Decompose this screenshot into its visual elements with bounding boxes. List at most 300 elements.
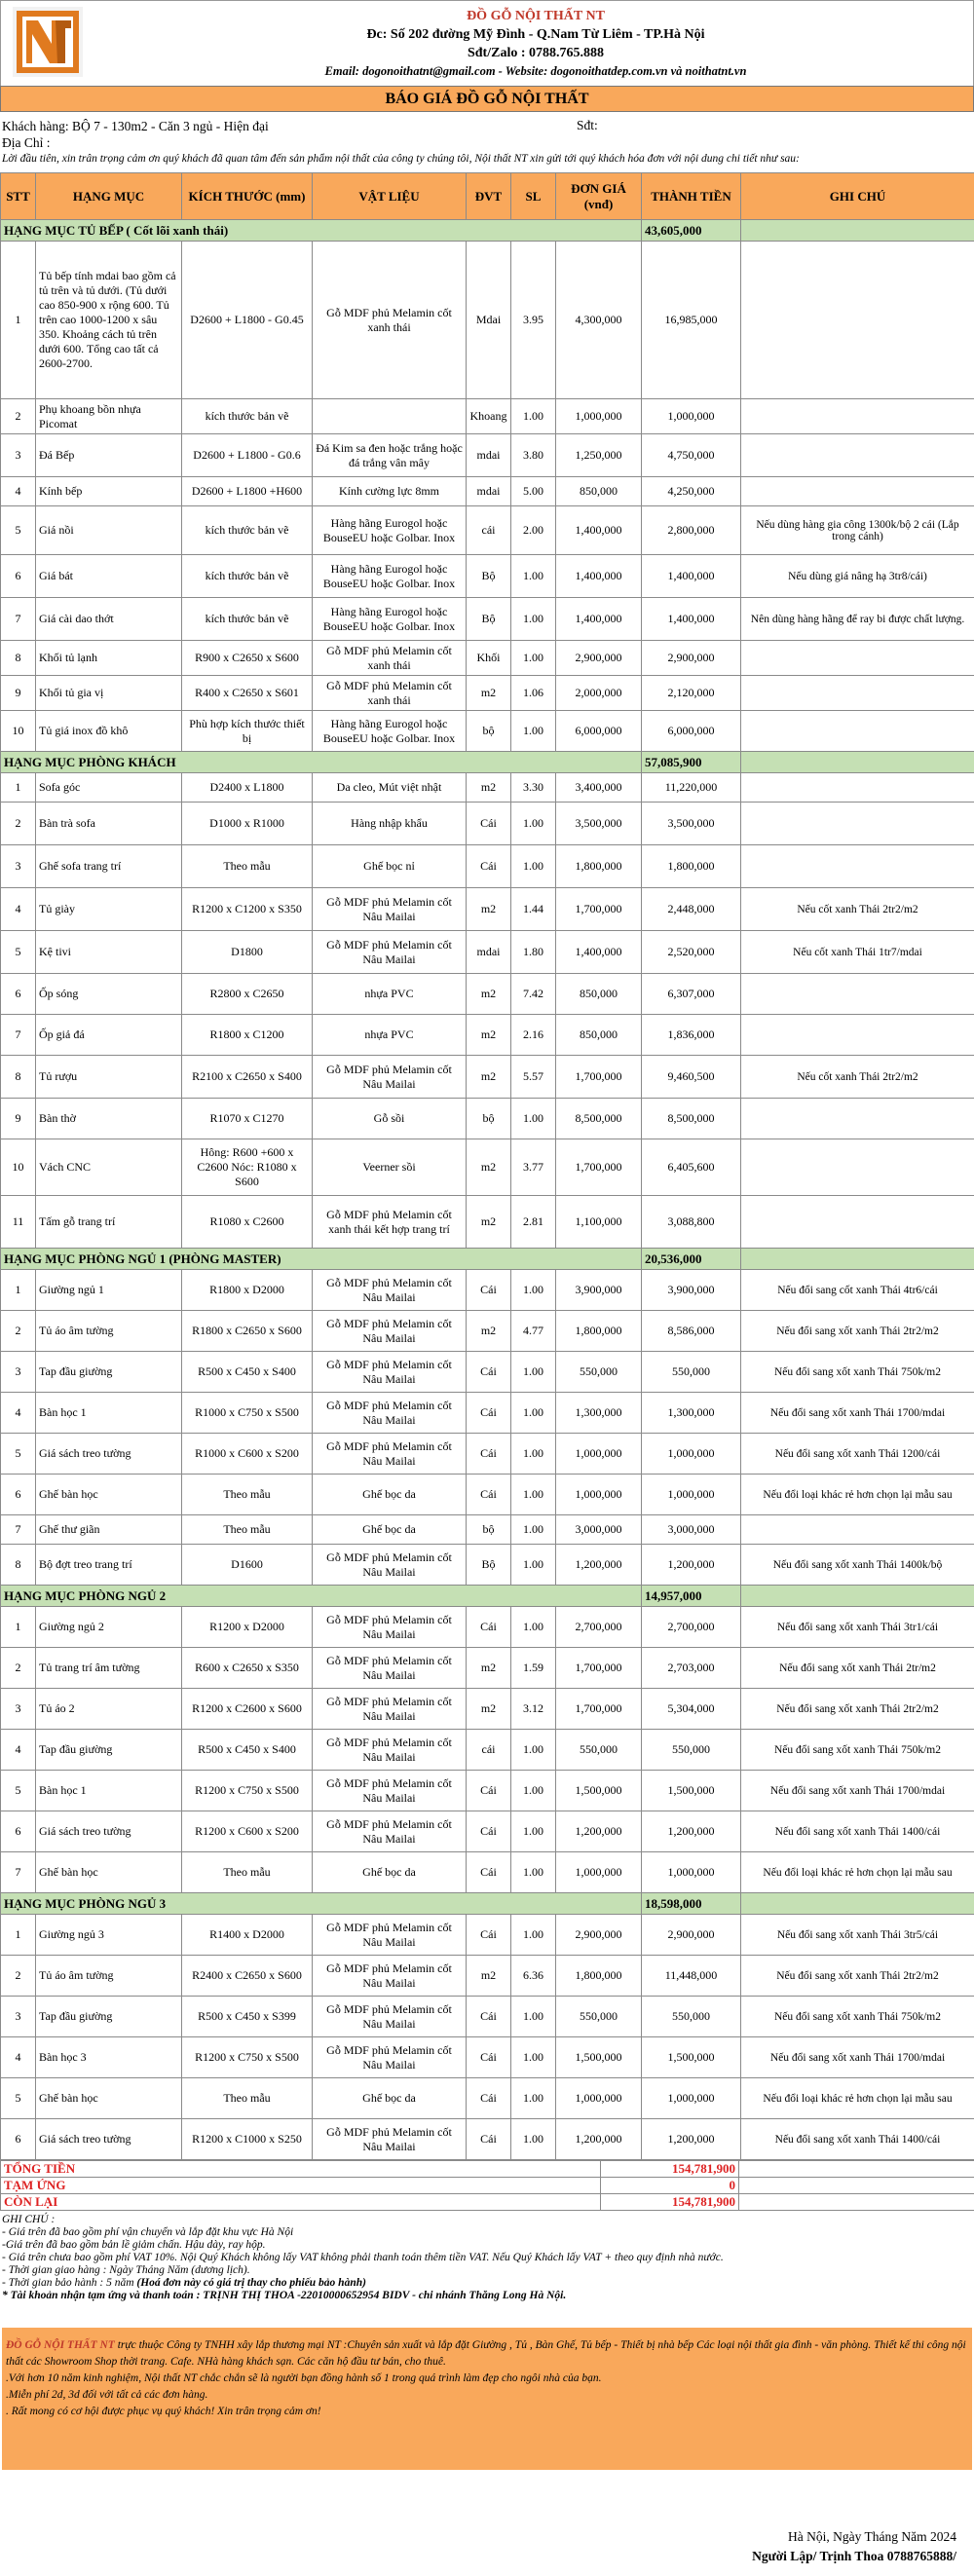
- row-unit: Cái: [467, 1771, 511, 1811]
- row-item: Tủ rượu: [36, 1056, 182, 1099]
- remaining-value: 154,781,900: [601, 2194, 739, 2211]
- row-amount: 1,500,000: [642, 1771, 741, 1811]
- row-unit: mdai: [467, 434, 511, 477]
- row-stt: 6: [1, 2119, 36, 2160]
- row-stt: 2: [1, 399, 36, 434]
- customer-line: Khách hàng: BỘ 7 - 130m2 - Căn 3 ngủ - Hiện đại: [2, 119, 269, 133]
- row-amount: 8,500,000: [642, 1099, 741, 1139]
- table-row: [1, 1852, 974, 1893]
- row-note: [741, 1196, 974, 1249]
- table-row: [1, 1956, 974, 1997]
- row-amount: 6,405,600: [642, 1139, 741, 1196]
- col-size: KÍCH THƯỚC (mm): [182, 173, 313, 220]
- row-item: Tủ giày: [36, 888, 182, 931]
- row-price: 1,000,000: [556, 399, 642, 434]
- row-qty: 1.00: [511, 1099, 556, 1139]
- row-price: 1,000,000: [556, 1475, 642, 1515]
- row-qty: 4.77: [511, 1311, 556, 1352]
- document-title: BÁO GIÁ ĐỒ GỖ NỘI THẤT: [0, 86, 974, 112]
- row-qty: 1.00: [511, 641, 556, 676]
- note-line-3: - Giá trên chưa bao gồm phí VAT 10%. Nội Quý Khách không lấy VAT không phải thanh toán thêm tiền VAT. Nếu Quý Khách lấy VAT + theo quy định nhà nước.: [2, 2252, 724, 2263]
- row-material: Gỗ MDF phủ Melamin cốt Nâu Mailai: [313, 2037, 467, 2078]
- row-item: Đá Bếp: [36, 434, 182, 477]
- row-material: Gỗ MDF phủ Melamin cốt Nâu Mailai: [313, 888, 467, 931]
- table-row: [1, 1607, 974, 1648]
- row-qty: 2.16: [511, 1015, 556, 1056]
- row-qty: 2.00: [511, 506, 556, 555]
- row-note: Nếu dùng giá nâng hạ 3tr8/cái): [741, 555, 974, 598]
- table-row: [1, 803, 974, 845]
- row-amount: 550,000: [642, 1352, 741, 1393]
- row-qty: 1.00: [511, 2078, 556, 2119]
- row-size: R1200 x C1200 x S350: [182, 888, 313, 931]
- table-row: [1, 1099, 974, 1139]
- row-qty: 2.81: [511, 1196, 556, 1249]
- row-price: 1,250,000: [556, 434, 642, 477]
- section-header-row: [1, 1893, 974, 1915]
- row-size: R1000 x C600 x S200: [182, 1434, 313, 1475]
- row-unit: cái: [467, 1730, 511, 1771]
- row-material: Gỗ MDF phủ Melamin cốt Nâu Mailai: [313, 1771, 467, 1811]
- table-header-row: [1, 173, 974, 220]
- row-material: Ghế bọc da: [313, 2078, 467, 2119]
- row-item: Giá sách treo tường: [36, 1811, 182, 1852]
- row-qty: 1.00: [511, 845, 556, 888]
- row-unit: Cái: [467, 1811, 511, 1852]
- footer-brand: ĐỒ GỖ NỘI THẤT NT: [6, 2339, 115, 2351]
- row-price: 2,700,000: [556, 1607, 642, 1648]
- row-amount: 1,836,000: [642, 1015, 741, 1056]
- row-material: Da cleo, Mút việt nhật: [313, 773, 467, 803]
- col-amount: THÀNH TIỀN: [642, 173, 741, 220]
- row-amount: 16,985,000: [642, 242, 741, 399]
- row-stt: 3: [1, 845, 36, 888]
- row-material: Gỗ MDF phủ Melamin cốt Nâu Mailai: [313, 1056, 467, 1099]
- row-unit: m2: [467, 1689, 511, 1730]
- row-note: Nếu đổi loại khác rẻ hơn chọn lại mẫu sau: [741, 1475, 974, 1515]
- section-header-row: [1, 1586, 974, 1607]
- row-amount: 1,800,000: [642, 845, 741, 888]
- row-material: Gỗ MDF phủ Melamin cốt Nâu Mailai: [313, 1648, 467, 1689]
- row-material: Gỗ MDF phủ Melamin cốt Nâu Mailai: [313, 1997, 467, 2037]
- table-row: [1, 2078, 974, 2119]
- row-qty: 1.00: [511, 1393, 556, 1434]
- row-qty: 1.00: [511, 555, 556, 598]
- nt-logo-icon: [13, 7, 83, 77]
- row-material: Gỗ sồi: [313, 1099, 467, 1139]
- row-amount: 1,500,000: [642, 2037, 741, 2078]
- row-unit: Khoang: [467, 399, 511, 434]
- row-note: Nếu đổi sang xốt xanh Thái 750k/m2: [741, 1730, 974, 1771]
- row-unit: Cái: [467, 1270, 511, 1311]
- col-material: VẬT LIỆU: [313, 173, 467, 220]
- table-row: [1, 1771, 974, 1811]
- row-amount: 1,200,000: [642, 2119, 741, 2160]
- row-note: Nếu đổi sang xốt xanh Thái 2tr2/m2: [741, 1311, 974, 1352]
- row-material: Kính cường lực 8mm: [313, 477, 467, 506]
- row-size: Theo mẫu: [182, 1475, 313, 1515]
- row-size: D2600 + L1800 +H600: [182, 477, 313, 506]
- row-size: R1200 x C750 x S500: [182, 1771, 313, 1811]
- row-note: Nếu đổi sang xốt xanh Thái 1200/cái: [741, 1434, 974, 1475]
- row-item: Kệ tivi: [36, 931, 182, 974]
- section-title: HẠNG MỤC TỦ BẾP ( Cốt lõi xanh thái): [1, 220, 642, 242]
- row-material: Ghế bọc da: [313, 1852, 467, 1893]
- row-stt: 5: [1, 506, 36, 555]
- row-unit: m2: [467, 1015, 511, 1056]
- row-unit: Cái: [467, 1852, 511, 1893]
- row-item: Bàn trà sofa: [36, 803, 182, 845]
- row-price: 1,400,000: [556, 931, 642, 974]
- row-stt: 3: [1, 1352, 36, 1393]
- row-size: Theo mẫu: [182, 845, 313, 888]
- company-footer-box: [2, 2328, 972, 2470]
- row-size: Phù hợp kích thước thiết bị: [182, 711, 313, 752]
- footer-desc: trực thuộc Công ty TNHH xây lắp thương mại NT :Chuyên sản xuất và lắp đặt Giường , Tủ , Bàn Ghế, Tủ bếp - Thiết bị nhà bếp Các loại nội thất gia đình - văn phòng. Thiết kế thi công nội thất các Showroom Shop thời trang. Cafe. NHà hàng khách sạn. Các căn hộ đầu tư bán, cho thuê.: [6, 2339, 966, 2368]
- signature-date: Hà Nội, Ngày Tháng Năm 2024: [788, 2529, 956, 2544]
- row-price: 1,800,000: [556, 1311, 642, 1352]
- row-material: Gỗ MDF phủ Melamin cốt Nâu Mailai: [313, 1434, 467, 1475]
- section-header-row: [1, 1249, 974, 1270]
- row-price: 3,000,000: [556, 1515, 642, 1545]
- row-stt: 2: [1, 1311, 36, 1352]
- row-stt: 2: [1, 1956, 36, 1997]
- row-unit: bộ: [467, 1099, 511, 1139]
- row-qty: 1.00: [511, 1771, 556, 1811]
- row-price: 1,800,000: [556, 1956, 642, 1997]
- row-qty: 1.00: [511, 1915, 556, 1956]
- row-unit: mdai: [467, 931, 511, 974]
- row-note: Nếu đổi sang xốt xanh Thái 1700/mdai: [741, 1771, 974, 1811]
- row-note: Nên dùng hàng hãng để ray bi được chất lượng.: [741, 598, 974, 641]
- row-material: Gỗ MDF phủ Melamin cốt Nâu Mailai: [313, 1607, 467, 1648]
- row-unit: m2: [467, 974, 511, 1015]
- row-qty: 1.00: [511, 1730, 556, 1771]
- row-stt: 2: [1, 803, 36, 845]
- row-material: Gỗ MDF phủ Melamin cốt Nâu Mailai: [313, 1393, 467, 1434]
- row-price: 850,000: [556, 974, 642, 1015]
- row-note: [741, 434, 974, 477]
- row-item: Giá nồi: [36, 506, 182, 555]
- row-stt: 3: [1, 1689, 36, 1730]
- total-value: 154,781,900: [601, 2161, 739, 2178]
- section-header-row: [1, 220, 974, 242]
- warranty-text: - Thời gian bảo hành : 5 năm: [2, 2277, 137, 2289]
- row-price: 1,800,000: [556, 845, 642, 888]
- table-row: [1, 1434, 974, 1475]
- remaining-label: CÒN LẠI: [1, 2194, 601, 2211]
- row-unit: m2: [467, 1139, 511, 1196]
- row-note: Nếu đổi sang xốt xanh Thái 1400k/bộ: [741, 1545, 974, 1586]
- row-stt: 7: [1, 1852, 36, 1893]
- row-amount: 1,000,000: [642, 1852, 741, 1893]
- row-price: 550,000: [556, 1730, 642, 1771]
- row-price: 1,400,000: [556, 506, 642, 555]
- quote-table-body: [1, 220, 974, 2160]
- row-material: Gỗ MDF phủ Melamin cốt xanh thái: [313, 676, 467, 711]
- row-material: Gỗ MDF phủ Melamin cốt Nâu Mailai: [313, 2119, 467, 2160]
- row-unit: Bộ: [467, 1545, 511, 1586]
- row-qty: 7.42: [511, 974, 556, 1015]
- row-note: [741, 803, 974, 845]
- row-stt: 8: [1, 641, 36, 676]
- row-stt: 10: [1, 711, 36, 752]
- table-row: [1, 555, 974, 598]
- row-material: [313, 399, 467, 434]
- table-row: [1, 477, 974, 506]
- row-price: 2,900,000: [556, 641, 642, 676]
- document-header: [0, 0, 974, 86]
- row-item: Ghế bàn học: [36, 1852, 182, 1893]
- row-size: R1200 x C2600 x S600: [182, 1689, 313, 1730]
- row-unit: m2: [467, 1196, 511, 1249]
- row-unit: m2: [467, 773, 511, 803]
- row-price: 550,000: [556, 1352, 642, 1393]
- totals-table: [0, 2160, 974, 2211]
- row-size: kích thước bản vẽ: [182, 506, 313, 555]
- row-material: Ghế bọc da: [313, 1515, 467, 1545]
- row-item: Tủ trang trí âm tường: [36, 1648, 182, 1689]
- row-unit: Cái: [467, 1434, 511, 1475]
- row-stt: 1: [1, 1607, 36, 1648]
- row-amount: 550,000: [642, 1730, 741, 1771]
- row-qty: 1.00: [511, 1997, 556, 2037]
- col-note: GHI CHÚ: [741, 173, 974, 220]
- row-size: R1200 x C1000 x S250: [182, 2119, 313, 2160]
- table-row: [1, 1997, 974, 2037]
- row-price: 1,000,000: [556, 1852, 642, 1893]
- row-unit: m2: [467, 676, 511, 711]
- section-header-row: [1, 752, 974, 773]
- row-qty: 1.00: [511, 1545, 556, 1586]
- row-unit: Cái: [467, 1393, 511, 1434]
- row-amount: 8,586,000: [642, 1311, 741, 1352]
- row-size: R500 x C450 x S400: [182, 1730, 313, 1771]
- row-size: R1200 x C600 x S200: [182, 1811, 313, 1852]
- table-row: [1, 242, 974, 399]
- row-unit: bộ: [467, 711, 511, 752]
- row-item: Tap đầu giường: [36, 1352, 182, 1393]
- row-item: Ghế thư giãn: [36, 1515, 182, 1545]
- row-size: R1000 x C750 x S500: [182, 1393, 313, 1434]
- table-row: [1, 1689, 974, 1730]
- table-row: [1, 598, 974, 641]
- row-price: 1,200,000: [556, 1811, 642, 1852]
- row-price: 1,300,000: [556, 1393, 642, 1434]
- section-title: HẠNG MỤC PHÒNG NGỦ 1 (PHÒNG MASTER): [1, 1249, 642, 1270]
- row-qty: 3.80: [511, 434, 556, 477]
- notes-section: [0, 2211, 974, 2473]
- row-price: 1,500,000: [556, 1771, 642, 1811]
- table-row: [1, 1730, 974, 1771]
- row-qty: 3.95: [511, 242, 556, 399]
- table-row: [1, 974, 974, 1015]
- row-note: Nếu đổi sang xốt xanh Thái 1400/cái: [741, 1811, 974, 1852]
- row-price: 1,700,000: [556, 1139, 642, 1196]
- row-material: Gỗ MDF phủ Melamin cốt Nâu Mailai: [313, 1311, 467, 1352]
- row-note: [741, 773, 974, 803]
- table-row: [1, 888, 974, 931]
- row-qty: 3.30: [511, 773, 556, 803]
- row-qty: 1.00: [511, 2037, 556, 2078]
- table-row: [1, 399, 974, 434]
- row-material: Hàng hãng Eurogol hoặc BouseEU hoặc Golbar. Inox: [313, 506, 467, 555]
- row-amount: 4,250,000: [642, 477, 741, 506]
- row-stt: 11: [1, 1196, 36, 1249]
- row-item: Ốp giả đá: [36, 1015, 182, 1056]
- row-item: Tủ áo âm tường: [36, 1956, 182, 1997]
- row-qty: 1.00: [511, 598, 556, 641]
- row-qty: 1.00: [511, 1475, 556, 1515]
- row-unit: Cái: [467, 845, 511, 888]
- section-title: HẠNG MỤC PHÒNG NGỦ 2: [1, 1586, 642, 1607]
- advance-label: TẠM ỨNG: [1, 2178, 601, 2194]
- row-note: Nếu cốt xanh Thái 1tr7/mdai: [741, 931, 974, 974]
- row-amount: 1,300,000: [642, 1393, 741, 1434]
- section-title: HẠNG MỤC PHÒNG KHÁCH: [1, 752, 642, 773]
- row-amount: 1,000,000: [642, 2078, 741, 2119]
- section-total: 57,085,900: [642, 752, 741, 773]
- row-material: Gỗ MDF phủ Melamin cốt Nâu Mailai: [313, 1352, 467, 1393]
- row-size: D2600 + L1800 - G0.6: [182, 434, 313, 477]
- table-row: [1, 1811, 974, 1852]
- row-material: Gỗ MDF phủ Melamin cốt Nâu Mailai: [313, 1270, 467, 1311]
- footer-line-4: . Rất mong có cơ hội được phục vụ quý khách! Xin trân trọng cảm ơn!: [6, 2406, 321, 2417]
- row-size: D2600 + L1800 - G0.45: [182, 242, 313, 399]
- row-qty: 6.36: [511, 1956, 556, 1997]
- row-note: Nếu dùng hàng gia công 1300k/bộ 2 cái (Lắp trong cánh): [741, 506, 974, 555]
- row-amount: 6,000,000: [642, 711, 741, 752]
- row-size: R1800 x C2650 x S600: [182, 1311, 313, 1352]
- remaining-row: [1, 2194, 974, 2211]
- row-size: D1600: [182, 1545, 313, 1586]
- row-price: 4,300,000: [556, 242, 642, 399]
- row-size: R1080 x C2600: [182, 1196, 313, 1249]
- row-amount: 1,400,000: [642, 598, 741, 641]
- row-note: Nếu đổi sang xốt xanh Thái 1400/cái: [741, 2119, 974, 2160]
- row-size: R900 x C2650 x S600: [182, 641, 313, 676]
- table-row: [1, 1311, 974, 1352]
- row-item: Giá sách treo tường: [36, 2119, 182, 2160]
- row-stt: 3: [1, 1997, 36, 2037]
- table-row: [1, 676, 974, 711]
- row-qty: 1.06: [511, 676, 556, 711]
- section-title: HẠNG MỤC PHÒNG NGỦ 3: [1, 1893, 642, 1915]
- company-contact: Email: dogonoithatnt@gmail.com - Website: dogonoithatdep.com.vn và noithatnt.vn: [324, 64, 747, 78]
- row-size: Theo mẫu: [182, 1852, 313, 1893]
- advance-row: [1, 2178, 974, 2194]
- row-item: Bàn thờ: [36, 1099, 182, 1139]
- row-amount: 1,200,000: [642, 1811, 741, 1852]
- footer-line-1: [6, 2337, 968, 2371]
- row-qty: 1.00: [511, 399, 556, 434]
- row-stt: 7: [1, 598, 36, 641]
- row-material: Veerner sồi: [313, 1139, 467, 1196]
- row-item: Bàn học 3: [36, 2037, 182, 2078]
- row-qty: 1.00: [511, 1852, 556, 1893]
- table-row: [1, 1352, 974, 1393]
- row-size: kích thước bản vẽ: [182, 555, 313, 598]
- row-stt: 6: [1, 1811, 36, 1852]
- company-phone: Sđt/Zalo : 0788.765.888: [467, 46, 604, 60]
- row-stt: 1: [1, 242, 36, 399]
- customer-phone-label: Sđt:: [577, 118, 598, 132]
- row-size: R2100 x C2650 x S400: [182, 1056, 313, 1099]
- row-size: D1000 x R1000: [182, 803, 313, 845]
- row-material: Đá Kim sa đen hoặc trắng hoặc đá trắng vân mây: [313, 434, 467, 477]
- row-size: R1070 x C1270: [182, 1099, 313, 1139]
- note-line-4: - Thời gian giao hàng : Ngày Tháng Năm (dương lịch).: [2, 2264, 250, 2276]
- row-qty: 5.00: [511, 477, 556, 506]
- row-item: Ghế sofa trang trí: [36, 845, 182, 888]
- row-amount: 2,120,000: [642, 676, 741, 711]
- row-size: kích thước bản vẽ: [182, 399, 313, 434]
- table-row: [1, 506, 974, 555]
- row-unit: bộ: [467, 1515, 511, 1545]
- row-item: Giá sách treo tường: [36, 1434, 182, 1475]
- row-size: Hông: R600 +600 x C2600 Nóc: R1080 x S600: [182, 1139, 313, 1196]
- row-stt: 5: [1, 2078, 36, 2119]
- row-stt: 9: [1, 676, 36, 711]
- customer-address-label: Địa Chỉ :: [2, 135, 51, 150]
- row-item: Giá bát: [36, 555, 182, 598]
- row-note: [741, 845, 974, 888]
- row-note: Nếu đổi sang xốt xanh Thái 3tr5/cái: [741, 1915, 974, 1956]
- row-note: [741, 1139, 974, 1196]
- row-stt: 10: [1, 1139, 36, 1196]
- row-qty: 1.00: [511, 711, 556, 752]
- note-line-2: -Giá trên đã bao gồm bản lề giảm chấn. Hậu dày, ray hộp.: [2, 2239, 266, 2251]
- row-stt: 4: [1, 1393, 36, 1434]
- row-amount: 1,400,000: [642, 555, 741, 598]
- signature-block: [752, 2527, 956, 2566]
- row-size: R1200 x D2000: [182, 1607, 313, 1648]
- row-amount: 9,460,500: [642, 1056, 741, 1099]
- row-price: 1,200,000: [556, 1545, 642, 1586]
- row-size: R1200 x C750 x S500: [182, 2037, 313, 2078]
- row-price: 850,000: [556, 1015, 642, 1056]
- table-row: [1, 2037, 974, 2078]
- row-qty: 1.00: [511, 1352, 556, 1393]
- row-item: Bàn học 1: [36, 1393, 182, 1434]
- table-row: [1, 1196, 974, 1249]
- row-unit: Bộ: [467, 598, 511, 641]
- notes-heading: GHI CHÚ :: [2, 2214, 56, 2225]
- row-material: Gỗ MDF phủ Melamin cốt Nâu Mailai: [313, 1811, 467, 1852]
- total-label: TỔNG TIỀN: [1, 2161, 601, 2178]
- row-material: Gỗ MDF phủ Melamin cốt xanh thái: [313, 242, 467, 399]
- row-item: Ghế bàn học: [36, 1475, 182, 1515]
- row-size: R600 x C2650 x S350: [182, 1648, 313, 1689]
- row-note: Nếu cốt xanh Thái 2tr2/m2: [741, 888, 974, 931]
- row-size: R1800 x D2000: [182, 1270, 313, 1311]
- row-item: Giường ngủ 3: [36, 1915, 182, 1956]
- row-amount: 1,200,000: [642, 1545, 741, 1586]
- table-row: [1, 1475, 974, 1515]
- row-stt: 1: [1, 1915, 36, 1956]
- row-qty: 1.00: [511, 2119, 556, 2160]
- row-item: Tủ giá inox đồ khô: [36, 711, 182, 752]
- total-row: [1, 2161, 974, 2178]
- table-row: [1, 1545, 974, 1586]
- row-price: 3,500,000: [556, 803, 642, 845]
- table-row: [1, 773, 974, 803]
- row-stt: 6: [1, 1475, 36, 1515]
- company-address: Đc: Số 202 đường Mỹ Đình - Q.Nam Từ Liêm - TP.Hà Nội: [366, 27, 705, 42]
- row-amount: 2,900,000: [642, 1915, 741, 1956]
- warranty-bold: (Hoá đơn này có giá trị thay cho phiếu bảo hành): [136, 2277, 366, 2289]
- row-note: [741, 1015, 974, 1056]
